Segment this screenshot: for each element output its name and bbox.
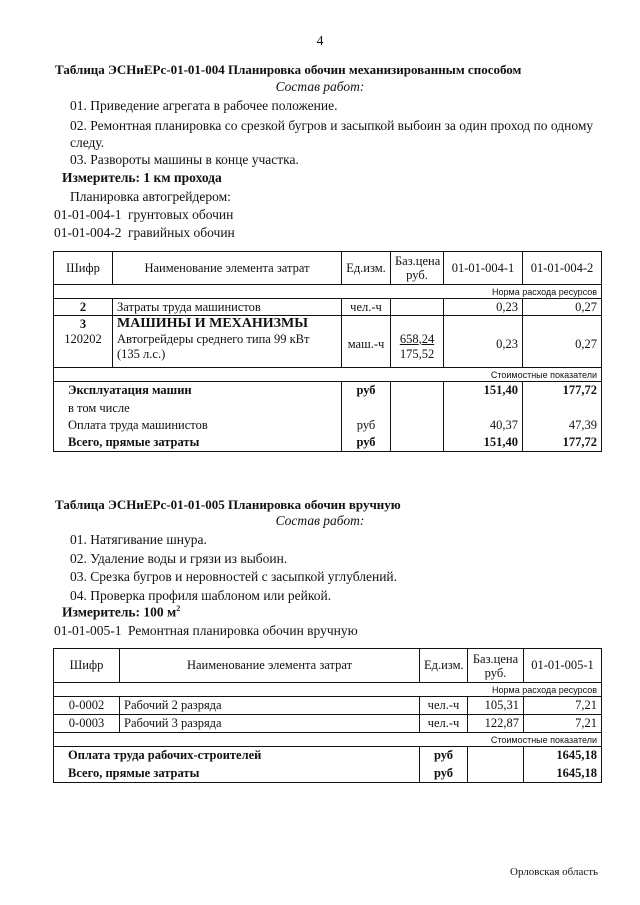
table1-title: Таблица ЭСНиЕРс-01-01-004 Планировка обочин механизированным способом xyxy=(55,62,522,77)
table2-step-1: 01. Натягивание шнура. xyxy=(70,532,207,547)
table1-code-1: 01-01-004-1 xyxy=(54,207,122,222)
table-row: Всего, прямые затраты руб 151,40 177,72 xyxy=(54,434,602,452)
table2-code: 01-01-005-1 xyxy=(54,623,122,638)
table1-norm-row xyxy=(54,285,602,299)
table1-h-price: Баз.цена руб. xyxy=(391,252,444,285)
table2-measure: Измеритель: 100 $м^2$ xyxy=(62,604,181,620)
table-row: 0-0003 Рабочий 3 разряда чел.-ч 122,87 7,21 xyxy=(54,715,602,733)
table1-header-row xyxy=(54,252,602,285)
table2-step-2: 02. Удаление воды и грязи из выбоин. xyxy=(70,551,288,566)
table1-grid xyxy=(53,251,602,452)
table1-step-1: 01. Приведение агрегата в рабочее положение. xyxy=(70,98,338,113)
table1-subheading: Планировка автогрейдером: xyxy=(70,189,231,204)
table2-header-row xyxy=(54,649,602,683)
table1-h-col2: 01-01-004-2 xyxy=(523,252,602,285)
table-row: 3 120202 МАШИНЫ И МЕХАНИЗМЫ Автогрейдеры среднего типа 99 кВт (135 л.с.) маш.-ч 658,24 175,52 0,23 0,27 xyxy=(54,316,602,368)
table1-code-1-name: грунтовых обочин xyxy=(128,207,234,222)
table1-h-unit: Ед.изм. xyxy=(342,252,391,285)
table2-h-shifr: Шифр xyxy=(54,649,120,683)
table2-h-unit: Ед.изм. xyxy=(420,649,468,683)
table2-cost-row xyxy=(54,733,602,747)
table-row: 0-0002 Рабочий 2 разряда чел.-ч 105,31 7,21 xyxy=(54,697,602,715)
table2-code-name: Ремонтная планировка обочин вручную xyxy=(128,623,358,638)
table-row: 2 Затраты труда машинистов чел.-ч 0,23 0,27 xyxy=(54,299,602,316)
table-row: Всего, прямые затраты руб 1645,18 xyxy=(54,765,602,783)
table2-step-3: 03. Срезка бугров и неровностей с засыпкой углублений. xyxy=(70,569,398,584)
table1-step-2-cont: следу. xyxy=(70,135,105,150)
table2-cost-label: Стоимостные показатели xyxy=(54,733,602,747)
table-row: Оплата труда машинистов руб 40,37 47,39 xyxy=(54,417,602,434)
table2-step-4: 04. Проверка профиля шаблоном или рейкой. xyxy=(70,588,332,603)
table1-step-2: 02. Ремонтная планировка со срезкой бугров и засыпкой выбоин за один проход по одному xyxy=(70,118,594,133)
table1-h-col1: 01-01-004-1 xyxy=(444,252,523,285)
table2-grid xyxy=(53,648,602,783)
table1-measure: Измеритель: 1 км прохода xyxy=(62,170,222,185)
table2-norm-row xyxy=(54,683,602,697)
table-row: Эксплуатация машин руб 151,40 177,72 xyxy=(54,382,602,400)
table1-step-3: 03. Развороты машины в конце участка. xyxy=(70,152,299,167)
table-row: Оплата труда рабочих-строителей руб 1645,18 xyxy=(54,747,602,765)
table2-h-price: Баз.цена руб. xyxy=(468,649,524,683)
page-number: 4 xyxy=(316,34,324,49)
table1-sostav: Состав работ: xyxy=(275,79,365,94)
table1-norm-label: Норма расхода ресурсов xyxy=(54,285,602,299)
table1-h-shifr: Шифр xyxy=(54,252,113,285)
table2-norm-label: Норма расхода ресурсов xyxy=(54,683,602,697)
table1-cost-row xyxy=(54,368,602,382)
table1-code-2: 01-01-004-2 xyxy=(54,225,122,240)
table2-title: Таблица ЭСНиЕРс-01-01-005 Планировка обочин вручную xyxy=(55,497,401,512)
table2-sostav: Состав работ: xyxy=(275,513,365,528)
table1-h-name: Наименование элемента затрат xyxy=(113,252,342,285)
table-row: в том числе xyxy=(54,400,602,417)
table2-h-name: Наименование элемента затрат xyxy=(120,649,420,683)
table1-cost-label: Стоимостные показатели xyxy=(54,368,602,382)
footer-region: Орловская область xyxy=(510,866,599,878)
table2-h-col1: 01-01-005-1 xyxy=(524,649,602,683)
table1-code-2-name: гравийных обочин xyxy=(128,225,235,240)
